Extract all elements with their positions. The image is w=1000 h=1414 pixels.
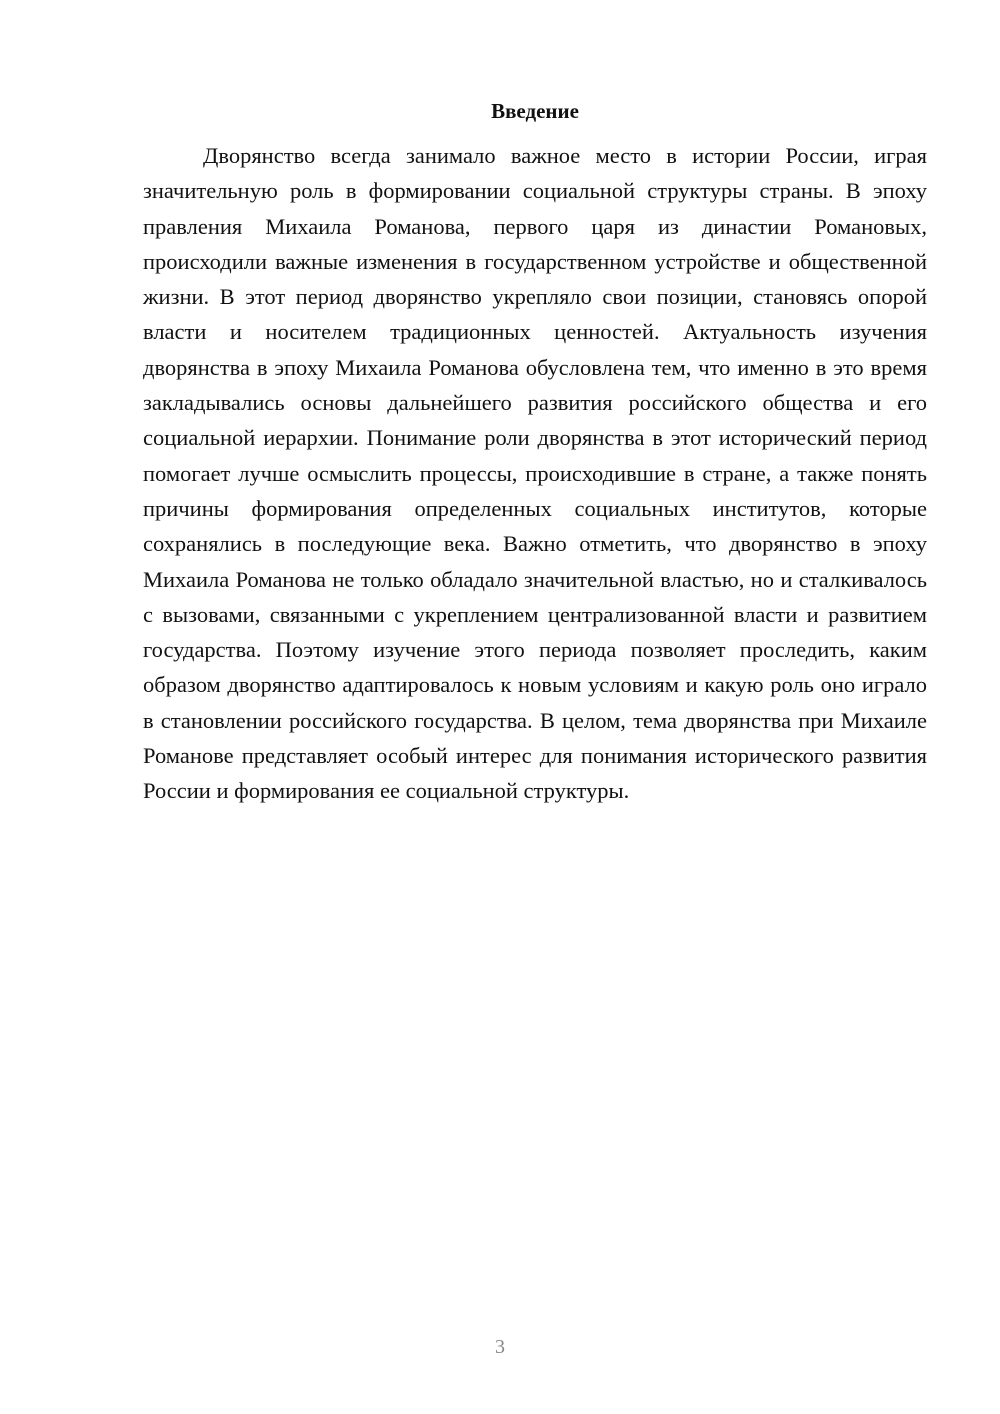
section-heading: Введение (491, 99, 579, 123)
page-number: 3 (495, 1336, 505, 1358)
page-content (143, 96, 927, 809)
body-paragraph: Дворянство всегда занимало важное место в истории России, играя значительную роль в формировании социальной структуры страны. В эпоху правления Михаила Романова, первого царя из династии Романовых, происходили важные изменения в государственном устройстве и общественной жизни. В этот период дворянство укрепляло свои позиции, становясь опорой власти и носителем традиционных ценностей. Актуальность изучения дворянства в эпоху Михаила Романова обусловлена тем, что именно в это время закладывались основы дальнейшего развития российского общества и его социальной иерархии. Понимание роли дворянства в этот исторический период помогает лучше осмыслить процессы, происходившие в стране, а также понять причины формирования определенных социальных институтов, которые сохранялись в последующие века. Важно отметить, что дворянство в эпоху Михаила Романова не только обладало значительной властью, но и сталкивалось с вызовами, связанными с укреплением централизованной власти и развитием государства. Поэтому изучение этого периода позволяет проследить, каким образом дворянство адаптировалось к новым условиям и какую роль оно играло в становлении российского государства. В целом, тема дворянства при Михаиле Романове представляет особый интерес для понимания исторического развития России и формирования ее социальной структуры. (143, 143, 927, 804)
